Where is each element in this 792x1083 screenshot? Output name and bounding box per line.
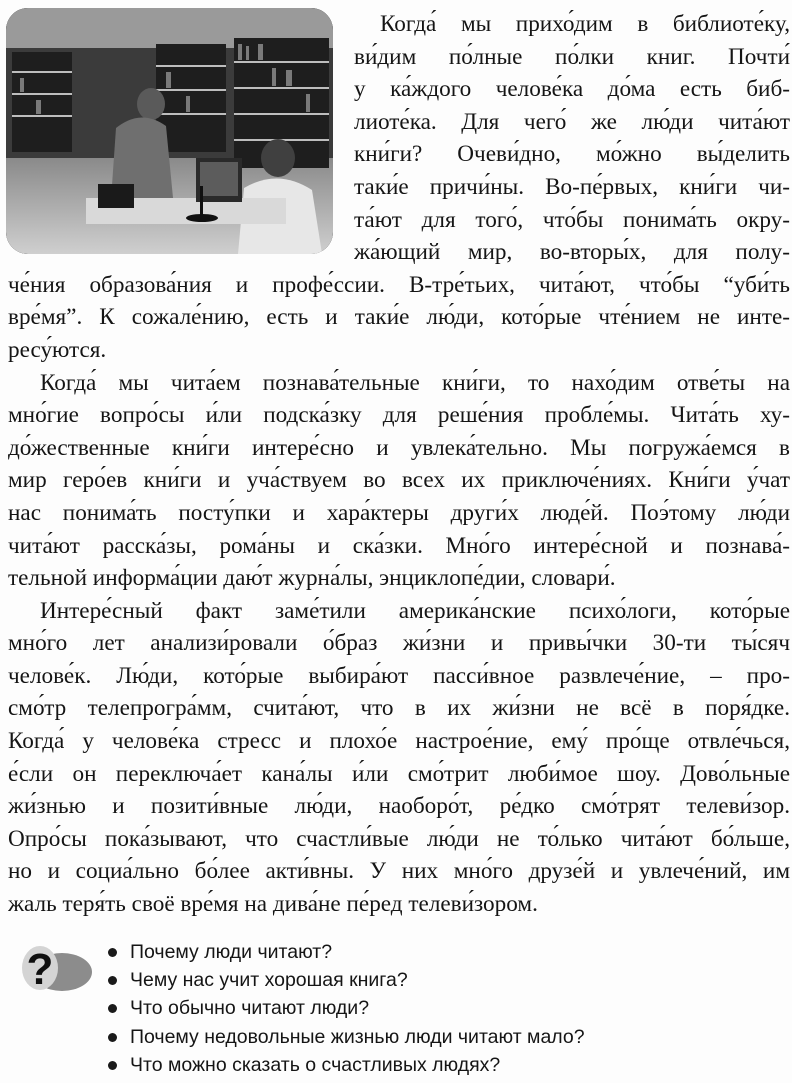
question-text: Что обычно читают люди? (130, 997, 370, 1020)
text-line: е́сли он переключа́ет кана́лы и́ли смо́трит люби́мое шоу. Дово́льные (8, 760, 790, 787)
text-line: до́жественные кни́ги интере́сно и увлека́тельно. Мы погружа́емся в (8, 434, 790, 461)
bullet-icon (108, 948, 117, 957)
text-line: жи́знью и позити́вные лю́ди, наоборо́т, ре́дко смо́трят телеви́зор. (8, 793, 790, 820)
question-text: Что можно сказать о счастливых людях? (130, 1053, 501, 1076)
text-line: Опро́сы пока́зывают, что счастли́вые лю́ди не то́лько чита́ют бо́льше, (8, 825, 790, 852)
list-item (106, 966, 756, 994)
text-line: челове́к. Лю́ди, кото́рые выбира́ют пасси́вное развлече́ние, – про- (8, 662, 790, 689)
text-line: кни́ги? Очеви́дно, мо́жно вы́делить (354, 141, 790, 168)
text-line: нас понима́ть посту́пки и хара́ктеры други́х люде́й. Поэ́тому лю́ди (8, 499, 790, 526)
list-item (106, 994, 756, 1022)
text-line: мно́гие вопро́сы и́ли подска́зку для реше́ния пробле́мы. Чита́ть ху- (8, 402, 790, 429)
text-line: смо́тр телепрогра́мм, счита́ют, что в их жи́зни не всё в поря́дке. (8, 695, 790, 722)
text-line: Интере́сный факт заме́тили америка́нские психо́логи, кото́рые (40, 597, 790, 624)
text-line: Когда́ мы прихо́дим в библиоте́ку, (380, 11, 790, 37)
question-text: Чему нас учит хорошая книга? (130, 969, 408, 992)
text-line: жа́ющий мир, во-вторы́х, для полу- (354, 239, 790, 266)
text-line: Когда́ мы чита́ем познава́тельные кни́ги, то нахо́дим отве́ты на (40, 369, 790, 396)
questions-list (106, 938, 756, 1079)
text-line: мно́го лет анализи́ровали о́браз жи́зни и привы́чки 30-ти ты́сяч (8, 630, 790, 657)
question-text: Почему недовольные жизнью люди читают мало? (130, 1025, 585, 1048)
question-mark-glyph: ? (26, 945, 54, 994)
paragraph-1 (8, 8, 790, 367)
text-line: та́ют для того́, что́бы понима́ть окру- (354, 206, 790, 233)
text-line: но и социа́льно бо́лее акти́вны. У них мно́го друзе́й и увлече́ний, им (8, 858, 790, 885)
text-line: че́ния образова́ния и профе́ссии. В-тре́тьих, чита́ют, что́бы “уби́ть (8, 271, 790, 298)
text-line: Когда́ у челове́ка стресс и плохо́е настрое́ние, ему́ про́ще отвле́чься, (8, 728, 790, 755)
paragraph-3 (8, 595, 790, 921)
text-line: тельной информа́ции даю́т журна́лы, энциклопе́дии, словари́. (8, 565, 616, 592)
bullet-icon (108, 1033, 117, 1042)
paragraph-2 (8, 367, 790, 595)
text-line: у ка́ждого челове́ка до́ма есть биб- (354, 76, 790, 103)
bullet-icon (108, 976, 117, 985)
list-item (106, 938, 756, 966)
question-mark-icon-graphic (10, 938, 94, 1000)
text-line: таки́е причи́ны. Во-пе́рвых, кни́ги чи- (354, 173, 790, 200)
bullet-icon (108, 1004, 117, 1013)
text-line: ресу́ются. (8, 336, 107, 363)
text-line: жаль теря́ть своё вре́мя на дива́не пе́ред телеви́зором. (8, 891, 538, 918)
text-line: ви́дим по́лные по́лки книг. Почти́ (354, 43, 790, 70)
text-line: мир геро́ев кни́ги и уча́ствуем во всех их приключе́ниях. Кни́ги у́чат (8, 467, 790, 494)
list-item (106, 1023, 756, 1051)
text-line: чита́ют расска́зы, рома́ны и ска́зки. Мно́го интере́сной и познава́- (8, 532, 790, 559)
question-mark-icon (10, 938, 94, 1000)
text-line: вре́мя”. К сожале́нию, есть и таки́е лю́ди, кото́рые чте́нием не инте- (8, 304, 790, 331)
article-text (8, 8, 790, 921)
text-line: лиоте́ка. Для чего́ же лю́ди чита́ют (354, 108, 790, 135)
list-item (106, 1051, 756, 1079)
bullet-icon (108, 1061, 117, 1070)
question-text: Почему люди читают? (130, 941, 333, 963)
